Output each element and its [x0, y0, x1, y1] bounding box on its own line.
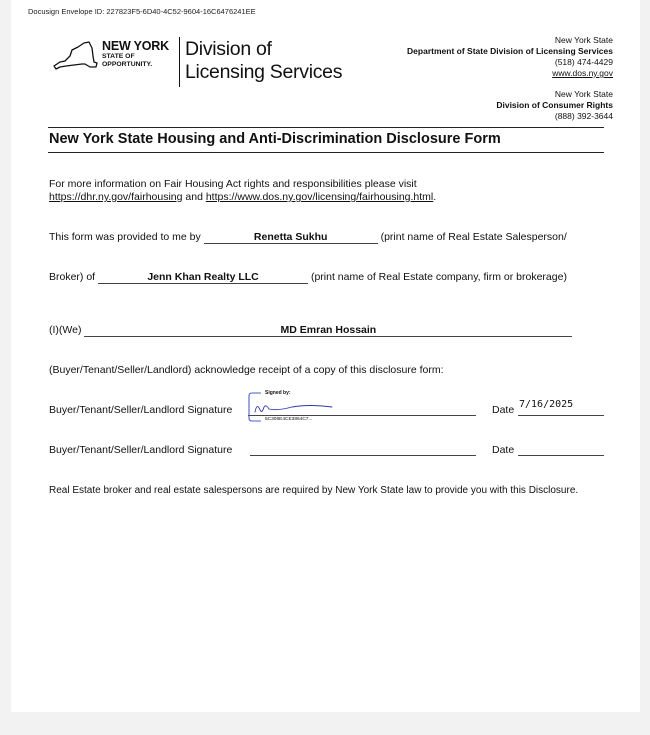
fairhousing-link-1[interactable]: https://dhr.ny.gov/fairhousing	[49, 191, 183, 203]
date-2-label: Date	[492, 444, 515, 456]
we-label: (I)(We)	[49, 324, 82, 336]
logo-divider	[179, 37, 180, 87]
dcr-contact	[496, 89, 613, 122]
fairhousing-link-2[interactable]: https://www.dos.ny.gov/licensing/fairhousing.html	[205, 191, 434, 203]
broker-label: Broker) of	[49, 271, 96, 283]
dos-state: New York State	[554, 35, 613, 45]
info-line-2	[49, 191, 436, 204]
ny-small-text-1: STATE OF	[102, 53, 135, 60]
dos-contact	[407, 35, 613, 79]
division-line-1: Division of	[185, 38, 272, 60]
form-title: New York State Housing and Anti-Discrimination Disclosure Form	[49, 131, 501, 147]
brokerage-field[interactable]: Jenn Khan Realty LLC	[98, 271, 308, 284]
dos-dept: Department of State Division of Licensing Services	[407, 46, 613, 56]
info-paragraph	[49, 178, 436, 204]
date-2-field[interactable]	[518, 441, 604, 456]
envelope-id: Docusign Envelope ID: 227823F5-6D40-4C52-9604-16C6476241EE	[28, 7, 256, 16]
signed-by-label: Signed by:	[265, 390, 291, 396]
ny-small-text-2: OPPORTUNITY.	[102, 60, 153, 68]
ny-big-text: NEW YORK	[102, 39, 169, 53]
signature-2-label: Buyer/Tenant/Seller/Landlord Signature	[49, 444, 233, 456]
title-rule-bottom	[48, 152, 604, 153]
dos-phone: (518) 474-4429	[554, 57, 613, 67]
buyer-name-field[interactable]: MD Emran Hossain	[84, 324, 572, 337]
docusign-signature[interactable]	[247, 390, 337, 424]
division-line-2: Licensing Services	[185, 61, 343, 83]
info-and: and	[182, 191, 206, 203]
provided-label: This form was provided to me by	[49, 231, 201, 243]
dcr-dept: Division of Consumer Rights	[496, 100, 613, 110]
broker-suffix: (print name of Real Estate company, firm or brokerage)	[310, 271, 567, 283]
title-rule-top	[48, 127, 604, 128]
footer-disclosure: Real Estate broker and real estate salespersons are required by New York State law to provide you with this Disclosure.	[49, 485, 579, 496]
ny-state-map-icon	[52, 39, 100, 73]
date-1-value: 7/16/2025	[519, 399, 574, 410]
dos-web-link[interactable]: www.dos.ny.gov	[552, 68, 613, 78]
provided-suffix: (print name of Real Estate Salesperson/	[380, 231, 567, 243]
info-line-1: For more information on Fair Housing Act rights and responsibilities please visit	[49, 178, 417, 190]
info-period: .	[433, 191, 437, 203]
acknowledge-text: (Buyer/Tenant/Seller/Landlord) acknowledge receipt of a copy of this disclosure form:	[49, 364, 444, 376]
we-line	[49, 324, 572, 337]
division-name	[185, 38, 342, 84]
signature-1-label: Buyer/Tenant/Seller/Landlord Signature	[49, 404, 233, 416]
broker-line	[49, 271, 567, 284]
ny-wordmark	[102, 40, 169, 68]
signature-hash: 5C306E4CE3864C7...	[265, 417, 313, 422]
nys-logo	[52, 37, 352, 89]
dcr-state: New York State	[554, 89, 613, 99]
salesperson-field[interactable]: Renetta Sukhu	[204, 231, 378, 244]
provided-line	[49, 231, 567, 244]
signature-2-field[interactable]	[250, 441, 476, 456]
date-1-label: Date	[492, 404, 515, 416]
dcr-phone: (888) 392-3644	[554, 111, 613, 121]
